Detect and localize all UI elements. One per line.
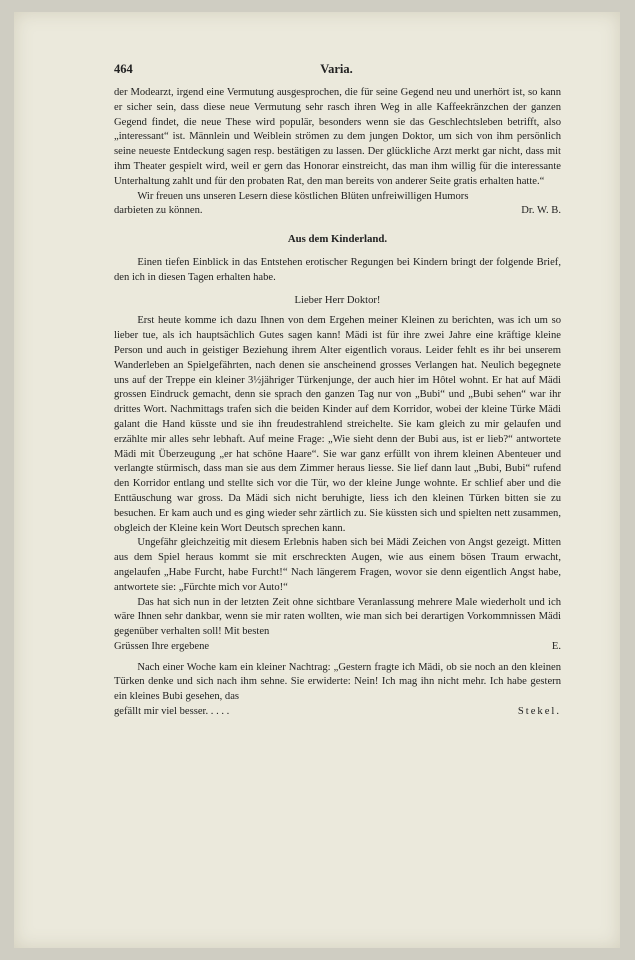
line-text: darbieten zu können. <box>114 205 203 217</box>
document-page <box>14 12 620 948</box>
page-header <box>114 62 559 82</box>
section-heading: Aus dem Kinderland. <box>287 233 388 246</box>
signature: Dr. W. B. <box>521 205 561 217</box>
body-text <box>114 86 561 720</box>
signed-line <box>114 204 561 219</box>
running-title: Varia. <box>320 62 353 76</box>
signature: Stekel. <box>517 706 561 718</box>
signature: E. <box>551 640 561 652</box>
paragraph: Wir freuen uns unseren Lesern diese köstlichen Blüten unfreiwilligen Humors <box>137 190 469 202</box>
paragraph: Ungefähr gleichzeitig mit diesem Erlebnis haben sich bei Mädi Zeichen von Angst gezeigt. Mitten aus dem Spiel heraus kommt sie mit erschreckten Augen, wie aus einem bösen Traum erwacht, angelaufen „Habe Furcht, habe Furcht!“ Nach längerem Fragen, wovor sie denn eigentlich Angst habe, antwortete sie: „Fürchte mich vor Auto!“ <box>114 537 561 593</box>
paragraph: Erst heute komme ich dazu Ihnen von dem Ergehen meiner Kleinen zu berichten, was ich um so lieber tue, als ich hauptsächlich Gutes sagen kann! Mädi ist für ihre zwei Jahre eine kräftige kleine Person und auch in geistiger Beziehung ihrem Alter eigentlich voraus. Leider fehlt es ihr bei unserem Wanderleben an Spielgefährten, nach denen sie anscheinend grosses Verlangen hat. Neulich begegnete uns auf der Treppe ein kleiner 3½jähriger Türkenjunge, der auch hier im Hôtel wohnt. Er hat auf Mädi grossen Eindruck gemacht, denn sie sprach den ganzen Tag nur von „Bubi“ und „Bubi sehen“ war ihr drittes Wort. Nachmittags trafen sich die beiden Kinder auf dem Korridor, wobei der kleine Türke Mädi galant die Hand küsste und sie ihn freudestrahlend streichelte. Sie kam gleich zu mir gelaufen und erzählte mir alles sehr lebhaft. Auf meine Frage: „Wie sieht denn der Bubi aus, ist er lieb?“ antwortete Mädi mit Überzeugung „er hat schöne Haare“. Sie war ganz erfüllt von ihrem kleinen Abenteuer und verlangte stürmisch, dass man sie aus dem Zimmer heraus liesse. Sie lief dann laut „Bubi, Bubi“ rufend den Korridor entlang und stellte sich vor die Tür, wo der kleine Junge wohnte. Er schlief aber und die Enttäuschung war gross. Da Mädi sich nicht beruhigte, liess ich den kleinen Türken bitten sie zu besuchen. Er kam auch und es ging wieder sehr zärtlich zu. Sie küssten sich und spielten nett zusammen, obgleich der Kleine kein Wort Deutsch sprechen kann. <box>114 315 561 534</box>
line-text: gefällt mir viel besser. . . . . <box>114 706 230 718</box>
signed-line <box>114 640 561 655</box>
line-text: Grüssen Ihre ergebene <box>114 640 210 652</box>
signed-line <box>114 705 561 720</box>
paragraph: Nach einer Woche kam ein kleiner Nachtrag: „Gestern fragte ich Mädi, ob sie noch an den kleinen Türken denke und sich nach ihm sehne. Sie erwiderte: Nein! Ich mag ihn nicht mehr. Ich habe gestern ein kleines Bubi gesehen, das <box>114 661 561 703</box>
letter-salutation: Lieber Herr Doktor! <box>294 294 381 306</box>
page-number: 464 <box>114 62 133 76</box>
paragraph: der Modearzt, irgend eine Vermutung ausgesprochen, die für seine Gegend neu und unerhört ist, so kann er sicher sein, dass diese neue Vermutung sehr rasch ihren Weg in alle Kaffeekränzchen der ganzen Gegend findet, die neue These wird populär, besonders wenn sie das Geschlechtsleben betrifft, also „interessant“ ist. Männlein und Weiblein strömen zu dem jungen Doktor, um sich von ihm persönlich seine neueste Entdeckung sagen resp. bestätigen zu lassen. Der glückliche Arzt merkt gar nicht, dass mit ihm Theater gespielt wird, weil er gern das Honorar einstreicht, das man ihm willig für die interessante Unterhaltung zahlt und für den probaten Rat, den man bereits von anderer Seite gratis erhalten hatte.“ <box>114 87 561 187</box>
paragraph: Das hat sich nun in der letzten Zeit ohne sichtbare Veranlassung mehrere Male wiederholt und ich wäre Ihnen sehr dankbar, wenn sie mir raten wollten, wie man sich bei derartigen Vorkommnissen Mädi gegenüber verhalten soll! Mit besten <box>114 596 561 638</box>
paragraph: Einen tiefen Einblick in das Entstehen erotischer Regungen bei Kindern bringt der folgende Brief, den ich in diesen Tagen erhalten habe. <box>114 256 561 283</box>
